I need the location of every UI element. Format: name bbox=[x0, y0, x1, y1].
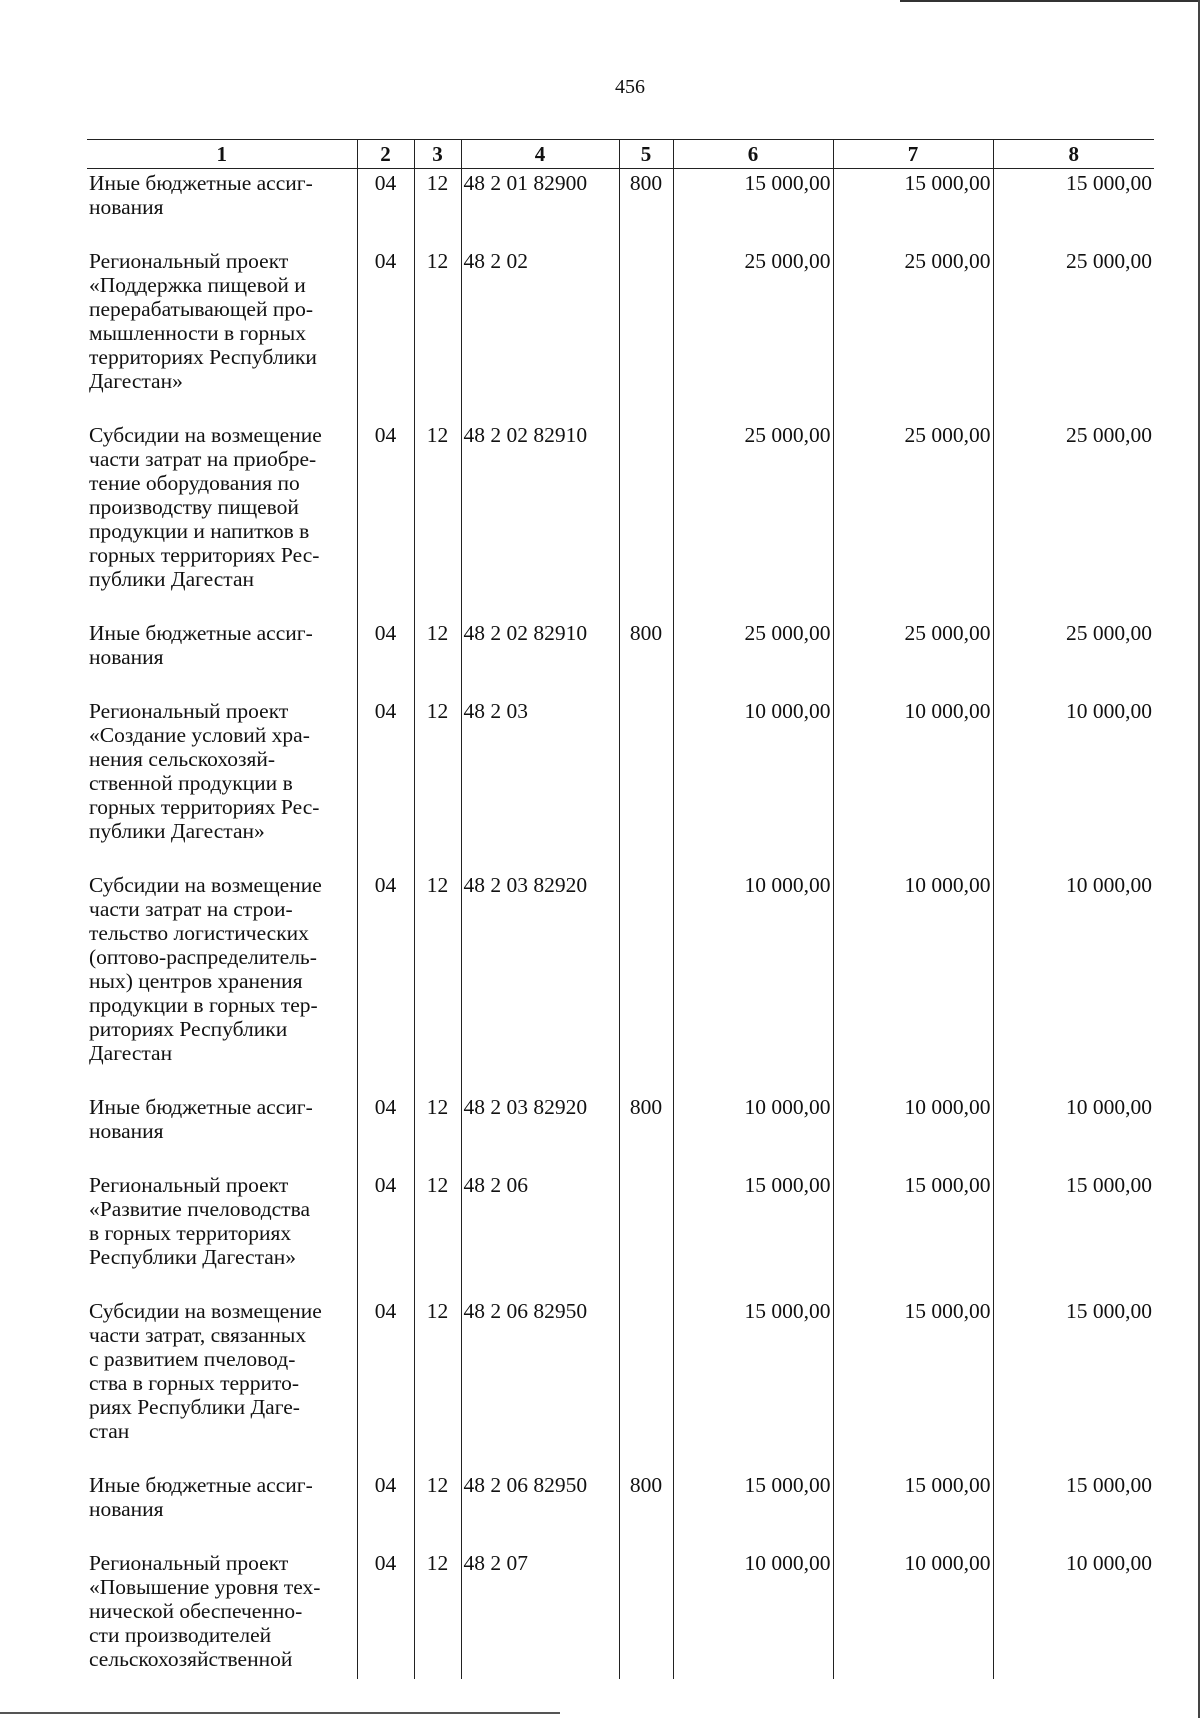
row-name: Субсидии на возмещение части затрат на строи- тельство логистических (оптово-распределитель- ных) центров хранения продукции в горных тер- риториях Республики Дагестан bbox=[89, 873, 322, 1065]
header-col-1: 1 bbox=[87, 140, 357, 169]
row-subsection-code: 12 bbox=[414, 1093, 461, 1171]
row-subsection-code: 12 bbox=[414, 697, 461, 871]
table-row bbox=[87, 421, 1154, 619]
header-col-7: 7 bbox=[833, 140, 993, 169]
row-amount-col6: 25 000,00 bbox=[673, 247, 833, 421]
row-amount-col8: 25 000,00 bbox=[993, 619, 1154, 697]
row-amount-col7: 10 000,00 bbox=[833, 1549, 993, 1679]
page-number: 456 bbox=[615, 76, 645, 98]
row-amount-col7: 10 000,00 bbox=[833, 1093, 993, 1171]
row-target-article: 48 2 06 bbox=[461, 1171, 619, 1297]
row-section-code: 04 bbox=[357, 169, 414, 248]
row-amount-col6: 25 000,00 bbox=[673, 421, 833, 619]
row-name: Субсидии на возмещение части затрат на приобре- тение оборудования по производству пищевой продукции и напитков в горных территориях Рес- публики Дагестан bbox=[89, 423, 322, 591]
row-amount-col6: 10 000,00 bbox=[673, 1093, 833, 1171]
table-row bbox=[87, 619, 1154, 697]
table-row bbox=[87, 1093, 1154, 1171]
table-row bbox=[87, 1297, 1154, 1471]
row-subsection-code: 12 bbox=[414, 1549, 461, 1679]
row-amount-col6: 15 000,00 bbox=[673, 1297, 833, 1471]
row-amount-col7: 15 000,00 bbox=[833, 1471, 993, 1549]
row-subsection-code: 12 bbox=[414, 1297, 461, 1471]
row-subsection-code: 12 bbox=[414, 169, 461, 248]
row-target-article: 48 2 03 82920 bbox=[461, 871, 619, 1093]
scan-edge-top bbox=[900, 0, 1200, 2]
table-row bbox=[87, 169, 1154, 248]
row-subsection-code: 12 bbox=[414, 421, 461, 619]
row-amount-col7: 15 000,00 bbox=[833, 1297, 993, 1471]
row-name: Иные бюджетные ассиг- нования bbox=[89, 1095, 313, 1143]
row-amount-col7: 25 000,00 bbox=[833, 421, 993, 619]
row-expense-type bbox=[619, 1297, 673, 1471]
row-amount-col6: 25 000,00 bbox=[673, 619, 833, 697]
row-expense-type bbox=[619, 871, 673, 1093]
header-col-2: 2 bbox=[357, 140, 414, 169]
row-target-article: 48 2 03 bbox=[461, 697, 619, 871]
row-name: Региональный проект «Развитие пчеловодства в горных территориях Республики Дагестан» bbox=[89, 1173, 310, 1269]
row-amount-col8: 10 000,00 bbox=[993, 1093, 1154, 1171]
row-name: Иные бюджетные ассиг- нования bbox=[89, 171, 313, 219]
row-amount-col6: 15 000,00 bbox=[673, 169, 833, 248]
row-expense-type: 800 bbox=[619, 1471, 673, 1549]
row-section-code: 04 bbox=[357, 1093, 414, 1171]
row-name: Региональный проект «Создание условий хра- нения сельскохозяй- ственной продукции в горных территориях Рес- публики Дагестан» bbox=[89, 699, 320, 843]
header-row bbox=[87, 140, 1154, 169]
row-expense-type: 800 bbox=[619, 619, 673, 697]
row-amount-col8: 10 000,00 bbox=[993, 697, 1154, 871]
row-name: Субсидии на возмещение части затрат, связанных с развитием пчеловод- ства в горных террито- риях Республики Даге- стан bbox=[89, 1299, 322, 1443]
table-row bbox=[87, 1471, 1154, 1549]
row-amount-col8: 15 000,00 bbox=[993, 169, 1154, 248]
row-section-code: 04 bbox=[357, 1171, 414, 1297]
row-expense-type bbox=[619, 697, 673, 871]
row-target-article: 48 2 07 bbox=[461, 1549, 619, 1679]
row-amount-col6: 10 000,00 bbox=[673, 871, 833, 1093]
header-col-8: 8 bbox=[993, 140, 1154, 169]
table-row bbox=[87, 1171, 1154, 1297]
row-target-article: 48 2 06 82950 bbox=[461, 1471, 619, 1549]
row-amount-col8: 25 000,00 bbox=[993, 421, 1154, 619]
row-amount-col7: 15 000,00 bbox=[833, 169, 993, 248]
row-section-code: 04 bbox=[357, 421, 414, 619]
row-amount-col7: 25 000,00 bbox=[833, 619, 993, 697]
row-amount-col7: 25 000,00 bbox=[833, 247, 993, 421]
row-amount-col6: 15 000,00 bbox=[673, 1471, 833, 1549]
row-section-code: 04 bbox=[357, 619, 414, 697]
row-section-code: 04 bbox=[357, 1549, 414, 1679]
table-row bbox=[87, 697, 1154, 871]
row-expense-type bbox=[619, 421, 673, 619]
row-expense-type: 800 bbox=[619, 169, 673, 248]
row-expense-type: 800 bbox=[619, 1093, 673, 1171]
row-target-article: 48 2 06 82950 bbox=[461, 1297, 619, 1471]
row-target-article: 48 2 02 bbox=[461, 247, 619, 421]
table-body bbox=[87, 169, 1154, 1680]
row-target-article: 48 2 01 82900 bbox=[461, 169, 619, 248]
row-subsection-code: 12 bbox=[414, 871, 461, 1093]
row-expense-type bbox=[619, 1171, 673, 1297]
table-row bbox=[87, 247, 1154, 421]
row-name: Иные бюджетные ассиг- нования bbox=[89, 621, 313, 669]
row-subsection-code: 12 bbox=[414, 619, 461, 697]
row-amount-col8: 10 000,00 bbox=[993, 871, 1154, 1093]
row-amount-col6: 10 000,00 bbox=[673, 1549, 833, 1679]
row-amount-col6: 10 000,00 bbox=[673, 697, 833, 871]
budget-table bbox=[87, 139, 1154, 1679]
row-target-article: 48 2 02 82910 bbox=[461, 619, 619, 697]
row-subsection-code: 12 bbox=[414, 247, 461, 421]
table-row bbox=[87, 871, 1154, 1093]
row-target-article: 48 2 03 82920 bbox=[461, 1093, 619, 1171]
row-section-code: 04 bbox=[357, 247, 414, 421]
header-col-3: 3 bbox=[414, 140, 461, 169]
table-row bbox=[87, 1549, 1154, 1679]
row-amount-col7: 10 000,00 bbox=[833, 871, 993, 1093]
row-section-code: 04 bbox=[357, 1297, 414, 1471]
row-subsection-code: 12 bbox=[414, 1171, 461, 1297]
row-amount-col6: 15 000,00 bbox=[673, 1171, 833, 1297]
row-amount-col8: 10 000,00 bbox=[993, 1549, 1154, 1679]
row-amount-col8: 15 000,00 bbox=[993, 1471, 1154, 1549]
row-name: Иные бюджетные ассиг- нования bbox=[89, 1473, 313, 1521]
row-amount-col8: 15 000,00 bbox=[993, 1297, 1154, 1471]
row-expense-type bbox=[619, 247, 673, 421]
row-amount-col7: 15 000,00 bbox=[833, 1171, 993, 1297]
row-subsection-code: 12 bbox=[414, 1471, 461, 1549]
row-amount-col7: 10 000,00 bbox=[833, 697, 993, 871]
row-name: Региональный проект «Повышение уровня тех- нической обеспеченно- сти производителей сельскохозяйственной bbox=[89, 1551, 321, 1671]
row-section-code: 04 bbox=[357, 697, 414, 871]
row-amount-col8: 15 000,00 bbox=[993, 1171, 1154, 1297]
row-name: Региональный проект «Поддержка пищевой и перерабатывающей про- мышленности в горных территориях Республики Дагестан» bbox=[89, 249, 317, 393]
header-col-4: 4 bbox=[461, 140, 619, 169]
row-amount-col8: 25 000,00 bbox=[993, 247, 1154, 421]
row-section-code: 04 bbox=[357, 1471, 414, 1549]
scan-edge-bottom bbox=[0, 1712, 560, 1714]
row-section-code: 04 bbox=[357, 871, 414, 1093]
row-target-article: 48 2 02 82910 bbox=[461, 421, 619, 619]
header-col-5: 5 bbox=[619, 140, 673, 169]
header-col-6: 6 bbox=[673, 140, 833, 169]
row-expense-type bbox=[619, 1549, 673, 1679]
